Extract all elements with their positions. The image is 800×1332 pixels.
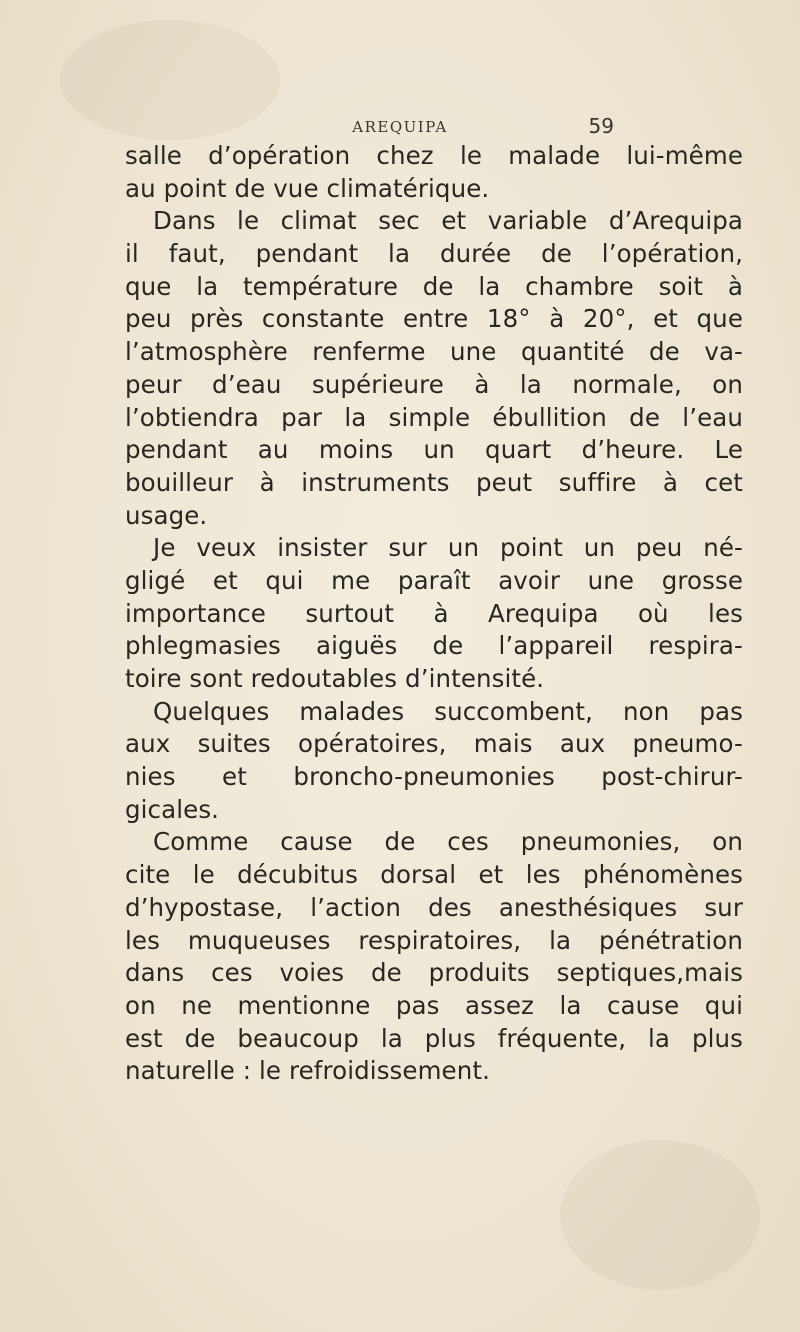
text-line: Dans le climat sec et variable d’Arequipa [153, 206, 743, 236]
text-line: importance surtout à Arequipa où les [125, 598, 743, 628]
text-line: d’hypostase, l’action des anesthésiques sur [125, 892, 743, 922]
text-line: l’atmosphère renferme une quantité de va- [125, 337, 743, 367]
text-line: il faut, pendant la durée de l’opération, [125, 239, 743, 269]
text-line: dans ces voies de produits septiques,mais [125, 958, 743, 988]
text-line: cite le décubitus dorsal et les phénomènes [125, 860, 743, 890]
text-line: gligé et qui me paraît avoir une grosse [125, 565, 743, 595]
page-number: 59 [588, 114, 614, 138]
text-line: peu près constante entre 18° à 20°, et que [125, 304, 743, 334]
text-line: bouilleur à instruments peut suffire à cet [125, 467, 743, 497]
text-line: Quelques malades succombent, non pas [153, 696, 743, 726]
text-line: est de beaucoup la plus fréquente, la plus [125, 1023, 743, 1053]
text-line: usage. [125, 500, 208, 530]
text-line: que la température de la chambre soit à [125, 271, 743, 301]
text-line: gicales. [125, 794, 220, 824]
running-head: AREQUIPA [352, 118, 448, 136]
text-line: Je veux insister sur un point un peu né- [153, 533, 743, 563]
text-line: nies et broncho-pneumonies post-chirur- [125, 762, 743, 792]
text-line: les muqueuses respiratoires, la pénétration [125, 925, 743, 955]
text-line: toire sont redoutables d’intensité. [125, 664, 545, 693]
text-line: Comme cause de ces pneumonies, on [153, 827, 743, 857]
text-line: l’obtiendra par la simple ébullition de l’eau [125, 402, 743, 432]
text-line: pendant au moins un quart d’heure. Le [125, 435, 743, 465]
text-line: au point de vue climatérique. [125, 173, 490, 203]
text-line: naturelle : le refroidissement. [125, 1056, 490, 1086]
text-line: on ne mentionne pas assez la cause qui [125, 990, 743, 1020]
paper-stain [560, 1140, 760, 1290]
text-line: salle d’opération chez le malade lui-même [125, 141, 743, 170]
body-text [125, 140, 743, 1088]
text-line: aux suites opératoires, mais aux pneumo- [125, 729, 743, 759]
text-line: peur d’eau supérieure à la normale, on [125, 369, 743, 399]
text-line: phlegmasies aiguës de l’appareil respira- [125, 631, 743, 661]
